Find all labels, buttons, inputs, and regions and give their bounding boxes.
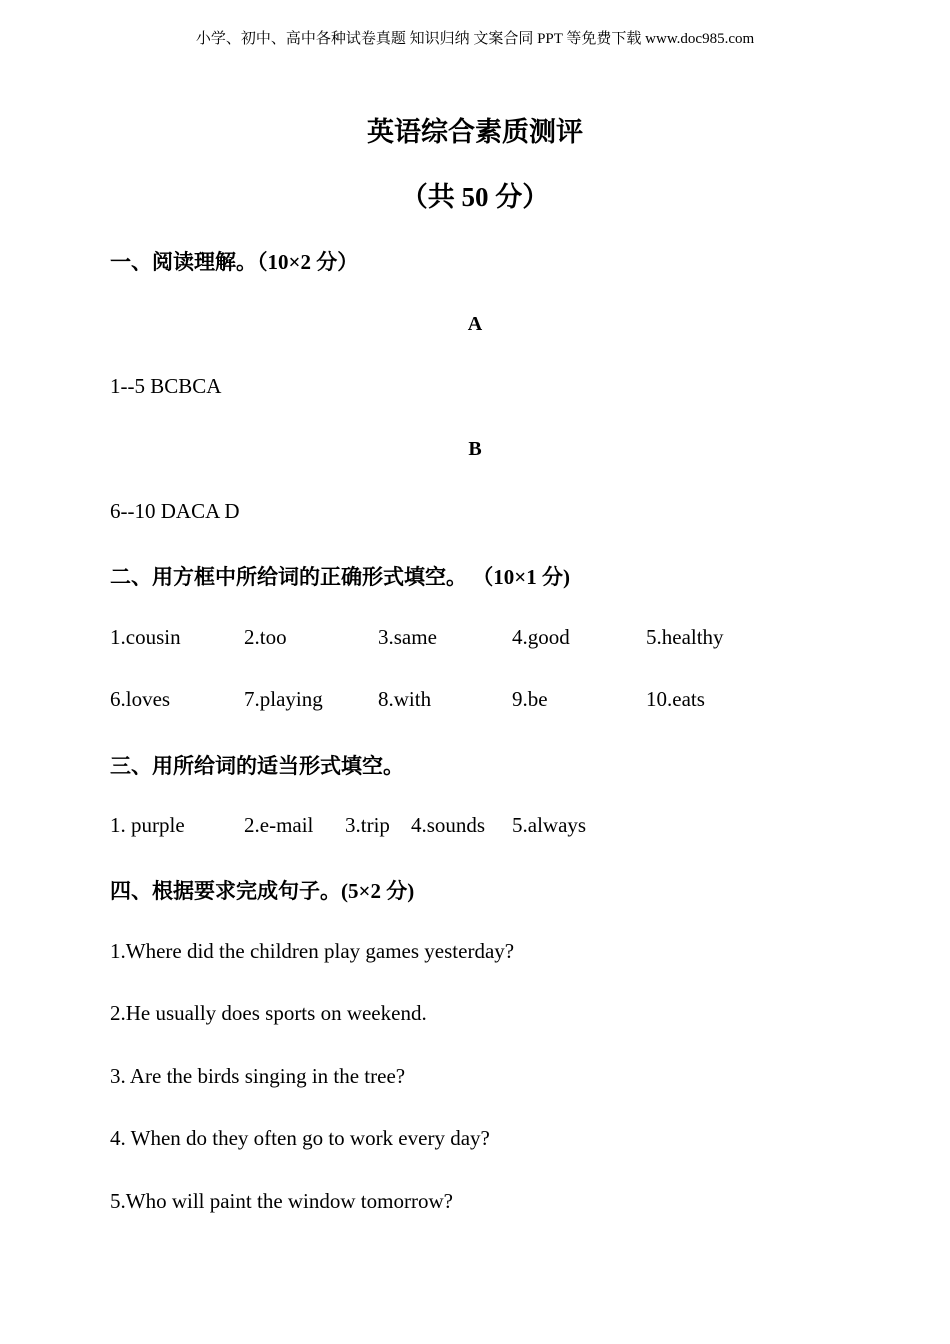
answer-item: 2.too xyxy=(244,625,287,649)
sentence-answer: 5.Who will paint the window tomorrow? xyxy=(110,1189,453,1213)
answer-item: 8.with xyxy=(378,687,432,711)
section-2-heading: 二、用方框中所给词的正确形式填空。 （10×1 分) xyxy=(110,565,570,589)
section-1-heading: 一、阅读理解。（10×2 分） xyxy=(110,250,359,274)
page-header: 小学、初中、高中各种试卷真题 知识归纳 文案合同 PPT 等免费下载 www.doc985.com xyxy=(195,31,755,47)
page-subtitle: （共 50 分） xyxy=(400,182,550,212)
answer-item: 6.loves xyxy=(110,687,171,711)
answer-item: 5.always xyxy=(512,813,587,837)
part-a-label: A xyxy=(467,313,483,335)
part-b-answers: 6--10 DACA D xyxy=(110,499,240,523)
answer-item: 3.same xyxy=(378,625,437,649)
sentence-answer: 2.He usually does sports on weekend. xyxy=(110,1001,427,1025)
part-b-label: B xyxy=(468,438,482,460)
page-title: 英语综合素质测评 xyxy=(367,117,583,147)
section-2-answer-row-2 xyxy=(0,687,950,717)
part-a-answers: 1--5 BCBCA xyxy=(110,374,222,398)
section-3-heading: 三、用所给词的适当形式填空。 xyxy=(110,754,404,778)
answer-item: 4.sounds xyxy=(411,813,486,837)
answer-item: 2.e-mail xyxy=(244,813,314,837)
answer-item: 10.eats xyxy=(646,687,705,711)
answer-item: 4.good xyxy=(512,625,570,649)
answer-item: 7.playing xyxy=(244,687,323,711)
section-2-answer-row-1 xyxy=(0,625,950,655)
sentence-answer: 1.Where did the children play games yesterday? xyxy=(110,939,515,963)
sentence-answer: 4. When do they often go to work every day? xyxy=(110,1126,490,1150)
answer-item: 1.cousin xyxy=(110,625,181,649)
section-3-answer-row xyxy=(0,813,950,843)
section-4-heading: 四、根据要求完成句子。(5×2 分) xyxy=(110,879,415,903)
sentence-answer: 3. Are the birds singing in the tree? xyxy=(110,1064,406,1088)
answer-item: 9.be xyxy=(512,687,548,711)
answer-item: 3.trip xyxy=(345,813,390,837)
answer-item: 1. purple xyxy=(110,813,185,837)
answer-item: 5.healthy xyxy=(646,625,724,649)
